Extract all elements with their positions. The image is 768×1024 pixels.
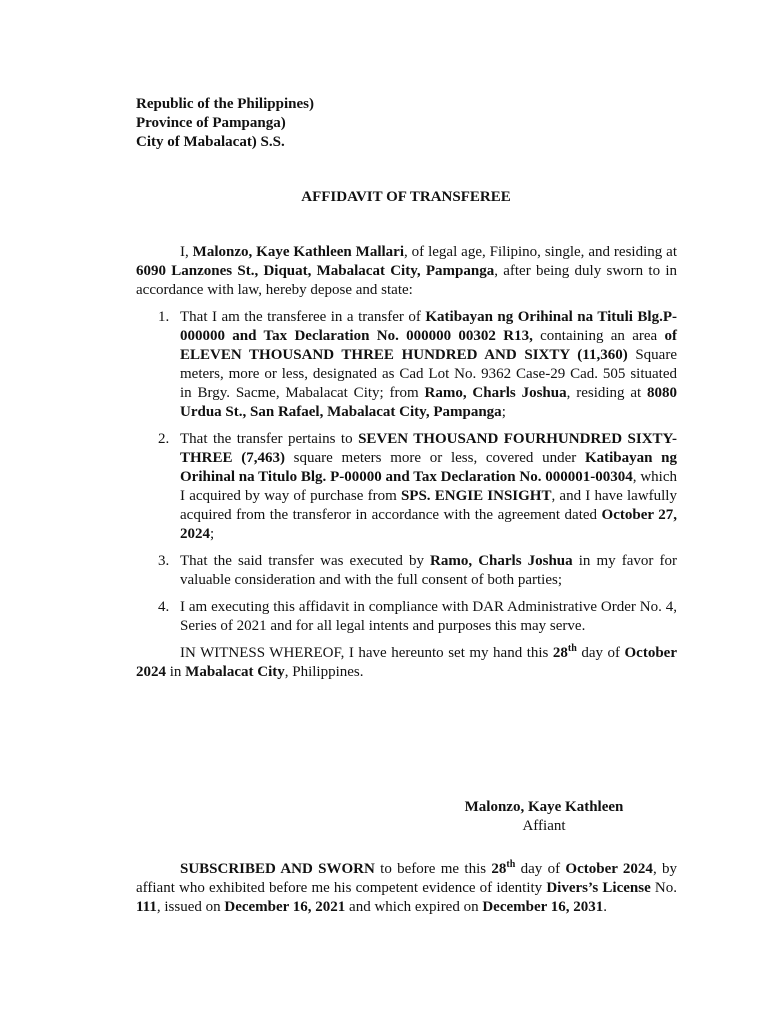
signature-block (451, 798, 637, 836)
intro-paragraph: I, Malonzo, Kaye Kathleen Mallari, of legal age, Filipino, single, and residing at 6090 Lanzones St., Diquat, Mabalacat City, Pampanga, after being duly sworn to in accordance with law, hereby depose and state: (136, 244, 677, 298)
jurat-paragraph: SUBSCRIBED AND SWORN to before me this 28th day of October 2024, by affiant who exhibited before me his competent evidence of identity Divers’s License No. 111, issued on December 16, 2021 and which expired on December 16, 2031. (136, 859, 678, 915)
signatory-role: Affiant (522, 818, 566, 834)
list-item: 2. That the transfer pertains to SEVEN THOUSAND FOURHUNDRED SIXTY-THREE (7,463) square meters more or less, covered under Katibayan ng Orihinal na Titulo Blg. P-00000 and Tax Declaration No. 000001-00304, which I acquired by way of purchase from SPS. ENGIE INSIGHT, and I have lawfully acquired from the transferor in accordance with the agreement dated October 27, 2024; (158, 431, 677, 542)
venue-line-country: Republic of the Philippines) (136, 96, 314, 112)
list-item: 1. That I am the transferee in a transfer of Katibayan ng Orihinal na Tituli Blg.P-000000 and Tax Declaration No. 000000 00302 R13, containing an area of ELEVEN THOUSAND THREE HUNDRED AND SIXTY (11,360) Square meters, more or less, designated as Cad Lot No. 9362 Case-29 Cad. 505 situated in Brgy. Sacme, Mabalacat City; from Ramo, Charls Joshua, residing at 8080 Urdua St., San Rafael, Mabalacat City, Pampanga; (158, 309, 678, 420)
affiant-address: 6090 Lanzones St., Diquat, Mabalacat City, Pampanga (136, 263, 495, 279)
signatory-name: Malonzo, Kaye Kathleen (464, 799, 624, 815)
venue-line-city: City of Mabalacat) S.S. (136, 134, 285, 150)
list-item: 4. I am executing this affidavit in compliance with DAR Administrative Order No. 4, Series of 2021 and for all legal intents and purposes this may serve. (158, 599, 677, 634)
affiant-name: Malonzo, Kaye Kathleen Mallari (192, 244, 404, 260)
document-title: AFFIDAVIT OF TRANSFEREE (301, 189, 511, 205)
witness-paragraph: IN WITNESS WHEREOF, I have hereunto set my hand this 28th day of October 2024 in Mabalacat City, Philippines. (136, 643, 677, 680)
venue-block (136, 95, 314, 152)
affidavit-body (136, 243, 677, 682)
venue-line-province: Province of Pampanga) (136, 115, 286, 131)
statements-list (136, 308, 677, 636)
list-item: 3. That the said transfer was executed by Ramo, Charls Joshua in my favor for valuable consideration and with the full consent of both parties; (158, 553, 677, 588)
